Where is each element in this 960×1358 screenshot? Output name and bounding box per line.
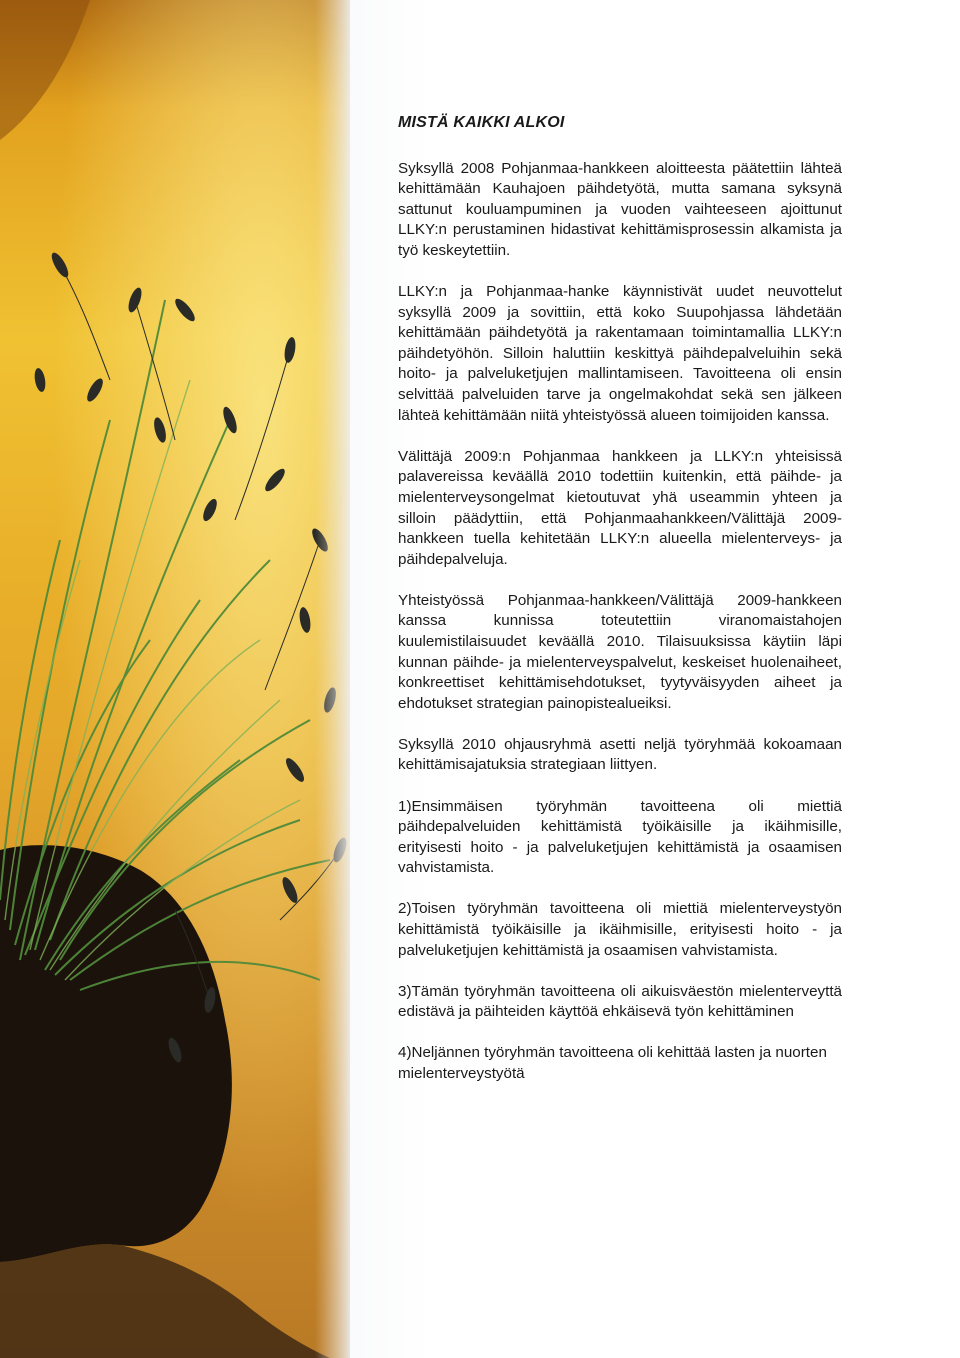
paragraph-4: Yhteistyössä Pohjanmaa-hankkeen/Välittäjä 2009-hankkeen kanssa kunnissa toteutettiin viranomaistahojen kuulemistilaisuudet keväällä 2010. Tilaisuuksissa käytiin läpi kunnan päihde- ja mielenterveyspalvelut, keskeiset huolenaiheet, konkreettiset kehittämisehdotukset, tyytyväisyyden aiheet ja ehdotukset strategian painopistealueiksi. [398, 591, 842, 712]
article-body [398, 113, 842, 1105]
paragraph-3: Välittäjä 2009:n Pohjanmaa hankkeen ja LLKY:n yhteisissä palavereissa keväällä 2010 todettiin kuitenkin, että päihde- ja mielenterveysongelmat kietoutuvat yhä useammin yhteen ja silloin päädyttiin, että Pohjanmaahankkeen/Välittäjä 2009-hankkeen tuella kehitetään LLKY:n alueella mielenterveys- ja päihdepalveluja. [398, 447, 842, 568]
paragraph-5: Syksyllä 2010 ohjausryhmä asetti neljä työryhmää kokoamaan kehittämisajatuksia strategiaan liittyen. [398, 735, 842, 774]
workgroup-3: 3)Tämän työryhmän tavoitteena oli aikuisväestön mielenterveyttä edistävä ja päihteiden käyttöä ehkäisevä työn kehittäminen [398, 982, 842, 1021]
article-title: MISTÄ KAIKKI ALKOI [398, 114, 565, 131]
workgroup-2: 2)Toisen työryhmän tavoitteena oli miettiä mielenterveystyön kehittämistä työikäisille ja ikäihmisille, erityisesti hoito - ja palveluketjujen kehittämistä ja osaamisen vahvistamista. [398, 900, 842, 959]
grass-photo [0, 0, 350, 1358]
workgroup-1: 1)Ensimmäisen työryhmän tavoitteena oli miettiä päihdepalveluiden kehittämistä työikäisille ja ikäihmisille, erityisesti hoito - ja palveluketjujen kehittämistä ja osaamisen vahvistamista. [398, 797, 842, 877]
paragraph-1: Syksyllä 2008 Pohjanmaa-hankkeen aloitteesta päätettiin lähteä kehittämään Kauhajoen päihdetyötä, mutta samana syksynä sattunut kouluampuminen ja vuoden vaihteeseen ajoittunut LLKY:n perustaminen hidastivat kehittämisprosessin alkamista ja työ keskeytettiin. [398, 159, 842, 259]
grass-photo-image [0, 0, 350, 1358]
paragraph-2: LLKY:n ja Pohjanmaa-hanke käynnistivät uudet neuvottelut syksyllä 2009 ja sovittiin, että koko Suupohjassa lähdetään kehittämään päihdetyötä ja rakentamaan toimintamallia LLKY:n päihdetyöhön. Silloin haluttiin keskittyä päihdepalveluihin sekä hoito- ja palveluketjujen mallintamiseen. Tavoitteena oli ensin selvittää palveluiden tarve ja ongelmakohdat sekä sen jälkeen lähteä kehittämään niitä yhteistyössä alueen toimijoiden kanssa. [398, 283, 842, 424]
workgroup-4: 4)Neljännen työryhmän tavoitteena oli kehittää lasten ja nuorten mielenterveystyötä [398, 1044, 827, 1082]
